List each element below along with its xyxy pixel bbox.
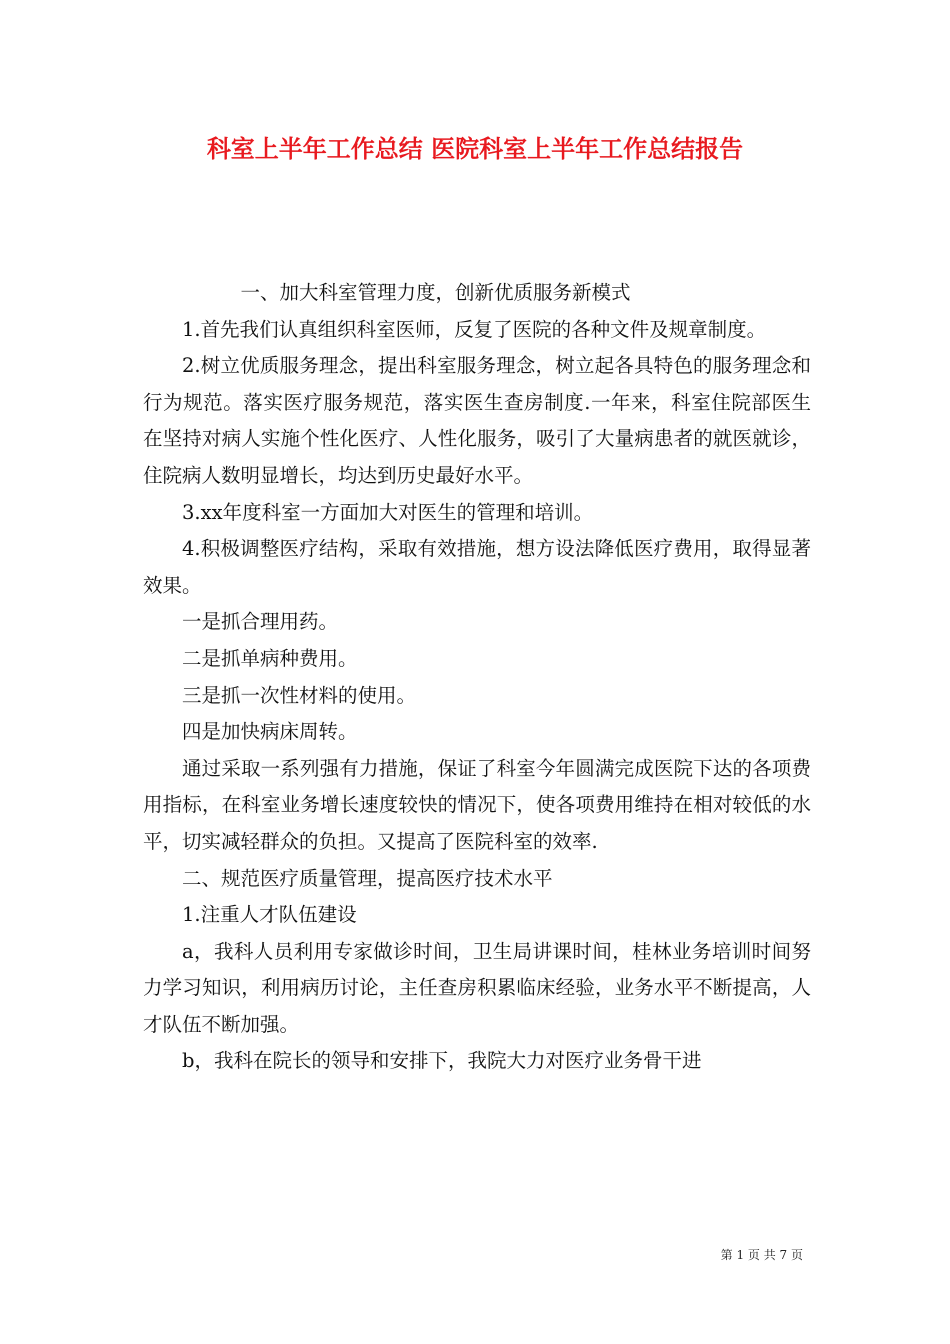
paragraph: 3.xx年度科室一方面加大对医生的管理和培训。 (182, 500, 594, 524)
section-heading: 一、加大科室管理力度，创新优质服务新模式 (240, 281, 631, 304)
list-item: 四是加快病床周转。 (182, 720, 358, 744)
page-number: 第 1 页 共 7 页 (720, 1248, 803, 1262)
section-heading: 二、规范医疗质量管理，提高医疗技术水平 (182, 866, 553, 890)
paragraph: 1.注重人才队伍建设 (182, 903, 357, 927)
list-item: 一是抓合理用药。 (182, 610, 339, 634)
document-title: 科室上半年工作总结 医院科室上半年工作总结报告 (206, 135, 744, 163)
list-item: 三是抓一次性材料的使用。 (182, 683, 417, 707)
paragraph: 通过采取一系列强有力措施，保证了科室今年圆满完成医院下达的各项费用指标，在科室业务增长速度较快的情况下，使各项费用维持在相对较低的水平，切实减轻群众的负担。又提高了医院科室的效率. (143, 756, 811, 853)
paragraph: b，我科在院长的领导和安排下，我院大力对医疗业务骨干进 (182, 1049, 702, 1073)
document-body (143, 275, 811, 1080)
list-item: 二是抓单病种费用。 (182, 646, 358, 670)
paragraph: 2.树立优质服务理念，提出科室服务理念，树立起各具特色的服务理念和行为规范。落实医疗服务规范，落实医生查房制度.一年来，科室住院部医生在坚持对病人实施个性化医疗、人性化服务，吸引了大量病患者的就医就诊，住院病人数明显增长，均达到历史最好水平。 (143, 354, 811, 487)
paragraph: 1.首先我们认真组织科室医师，反复了医院的各种文件及规章制度。 (182, 317, 767, 341)
paragraph: a，我科人员利用专家做诊时间，卫生局讲课时间，桂林业务培训时间努力学习知识，利用病历讨论，主任查房积累临床经验，业务水平不断提高，人才队伍不断加强。 (143, 939, 811, 1036)
paragraph: 4.积极调整医疗结构，采取有效措施，想方设法降低医疗费用，取得显著效果。 (143, 537, 811, 597)
